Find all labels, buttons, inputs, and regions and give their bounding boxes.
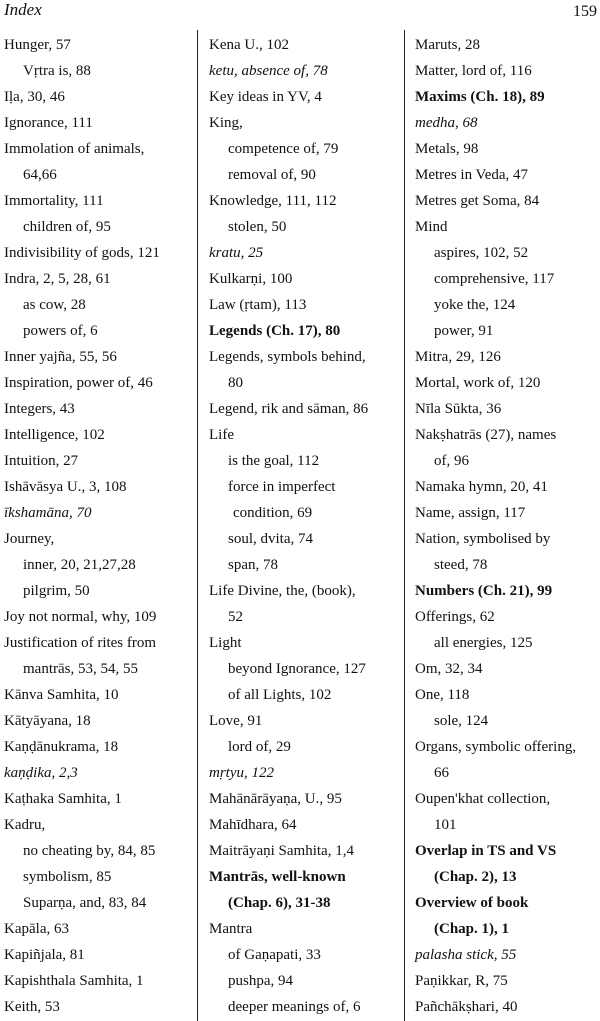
index-entry: Kapāla, 63 [4,921,69,937]
index-entry: Namaka hymn, 20, 41 [415,479,548,495]
index-subentry: sole, 124 [434,713,489,729]
index-entry: medha, 68 [415,115,478,131]
index-entry: Immortality, 111 [4,193,104,209]
index-entry: Inner yajña, 55, 56 [4,349,117,365]
index-subentry: of, 96 [434,453,469,469]
index-entry: Metals, 98 [415,141,479,157]
column-divider [197,30,198,1021]
index-entry: Immolation of animals, [4,141,145,157]
index-entry: Kulkarṇi, 100 [209,271,293,287]
index-entry: King, [209,115,243,131]
index-subentry: pushpa, 94 [228,973,293,989]
index-entry: Paṇikkar, R, 75 [415,973,508,989]
index-entry: īkshamāna, 70 [4,505,92,521]
index-entry: kratu, 25 [209,245,264,261]
index-entry: Offerings, 62 [415,609,495,625]
index-entry: Metres get Soma, 84 [415,193,540,209]
index-entry: Life [209,427,234,443]
index-entry: Organs, symbolic offering, [415,739,577,755]
index-subentry: 64,66 [23,167,57,183]
index-entry: Iḷa, 30, 46 [4,89,65,105]
index-entry: Kātyāyana, 18 [4,713,91,729]
index-entry: Indra, 2, 5, 28, 61 [4,271,111,287]
index-entry: Key ideas in YV, 4 [209,89,322,105]
index-entry: Kaṭhaka Samhita, 1 [4,791,122,807]
index-entry: kaṇḍika, 2,3 [4,765,78,781]
index-subentry: 66 [434,765,449,781]
index-subentry: aspires, 102, 52 [434,245,529,261]
index-entry: Intuition, 27 [4,453,79,469]
index-entry: Overview of book [415,895,529,911]
index-entry: Justification of rites from [4,635,157,651]
index-entry: Mahānārāyaṇa, U., 95 [209,791,342,807]
page-number: 159 [573,3,597,20]
index-entry: Kaṇḍānukrama, 18 [4,739,119,755]
index-subentry: force in imperfect [228,479,336,495]
index-subentry: inner, 20, 21,27,28 [23,557,136,573]
index-subentry: 80 [228,375,243,391]
index-entry: Law (ṛtam), 113 [209,297,307,313]
index-subentry: 101 [434,817,457,833]
index-subentry: Vṛtra is, 88 [23,63,91,79]
index-column-1 [4,32,194,1020]
index-subentry: steed, 78 [434,557,488,573]
index-subentry: is the goal, 112 [228,453,320,469]
index-entry: Kapishthala Samhita, 1 [4,973,144,989]
index-entry: Maitrāyaṇi Samhita, 1,4 [209,843,354,859]
index-subentry: as cow, 28 [23,297,86,313]
index-entry: Legend, rik and sāman, 86 [209,401,369,417]
index-entry: Maruts, 28 [415,37,480,53]
index-entry: Kadru, [4,817,46,833]
index-subentry: soul, dvita, 74 [228,531,313,547]
index-entry: Overlap in TS and VS [415,843,557,859]
index-entry: Mantra [209,921,253,937]
index-column-2 [209,32,407,1020]
index-entry: Knowledge, 111, 112 [209,193,337,209]
index-entry: Oupen'khat collection, [415,791,551,807]
index-entry: Nation, symbolised by [415,531,551,547]
index-entry: Ishāvāsya U., 3, 108 [4,479,127,495]
index-entry: Mortal, work of, 120 [415,375,541,391]
index-entry: Matter, lord of, 116 [415,63,532,79]
index-subentry: of Gaṇapati, 33 [228,947,321,963]
index-entry: Integers, 43 [4,401,75,417]
index-entry: Mantrās, well-known [209,869,346,885]
index-entry: Numbers (Ch. 21), 99 [415,583,553,599]
index-subentry: children of, 95 [23,219,111,235]
index-subentry: Suparṇa, and, 83, 84 [23,895,147,911]
index-subentry: removal of, 90 [228,167,316,183]
index-subentry: condition, 69 [233,505,313,521]
index-subentry: (Chap. 2), 13 [434,869,517,885]
index-entry: Mind [415,219,448,235]
index-entry: One, 118 [415,687,470,703]
index-entry: Om, 32, 34 [415,661,483,677]
index-subentry: (Chap. 1), 1 [434,921,510,937]
index-entry: Kānva Samhita, 10 [4,687,119,703]
index-subentry: no cheating by, 84, 85 [23,843,156,859]
index-entry: Maxims (Ch. 18), 89 [415,89,545,105]
index-entry: Love, 91 [209,713,263,729]
index-entry: Joy not normal, why, 109 [4,609,157,625]
index-entry: Light [209,635,242,651]
index-subentry: span, 78 [228,557,278,573]
index-subentry: yoke the, 124 [434,297,516,313]
index-entry: Journey, [4,531,55,547]
index-subentry: power, 91 [434,323,494,339]
section-heading: Index [4,0,42,19]
index-entry: Mitra, 29, 126 [415,349,501,365]
index-subentry: deeper meanings of, 6 [228,999,361,1015]
index-subentry: competence of, 79 [228,141,339,157]
index-entry: Ignorance, 111 [4,115,93,131]
index-column-3 [415,32,600,1020]
index-subentry: 52 [228,609,243,625]
index-entry: mṛtyu, 122 [209,765,274,781]
index-subentry: (Chap. 6), 31-38 [228,895,331,911]
index-subentry: lord of, 29 [228,739,291,755]
index-entry: Intelligence, 102 [4,427,105,443]
index-entry: Pañchākṣhari, 40 [415,999,518,1015]
index-entry: ketu, absence of, 78 [209,63,328,79]
index-subentry: stolen, 50 [228,219,287,235]
index-entry: palasha stick, 55 [415,947,517,963]
index-subentry: all energies, 125 [434,635,533,651]
index-entry: Name, assign, 117 [415,505,526,521]
index-entry: Life Divine, the, (book), [209,583,356,599]
index-entry: Indivisibility of gods, 121 [4,245,160,261]
index-entry: Hunger, 57 [4,37,71,53]
index-entry: Legends (Ch. 17), 80 [209,323,341,339]
index-subentry: symbolism, 85 [23,869,112,885]
index-entry: Kapiñjala, 81 [4,947,85,963]
index-entry: Kena U., 102 [209,37,289,53]
index-subentry: mantrās, 53, 54, 55 [23,661,138,677]
index-subentry: pilgrim, 50 [23,583,90,599]
index-entry: Nakṣhatrās (27), names [415,427,557,443]
index-entry: Metres in Veda, 47 [415,167,529,183]
index-subentry: powers of, 6 [23,323,98,339]
index-subentry: comprehensive, 117 [434,271,555,287]
index-entry: Keith, 53 [4,999,60,1015]
column-divider [404,30,405,1021]
index-subentry: of all Lights, 102 [228,687,332,703]
index-entry: Mahīdhara, 64 [209,817,297,833]
index-subentry: beyond Ignorance, 127 [228,661,366,677]
index-entry: Legends, symbols behind, [209,349,366,365]
index-entry: Nīla Sūkta, 36 [415,401,502,417]
index-entry: Inspiration, power of, 46 [4,375,153,391]
